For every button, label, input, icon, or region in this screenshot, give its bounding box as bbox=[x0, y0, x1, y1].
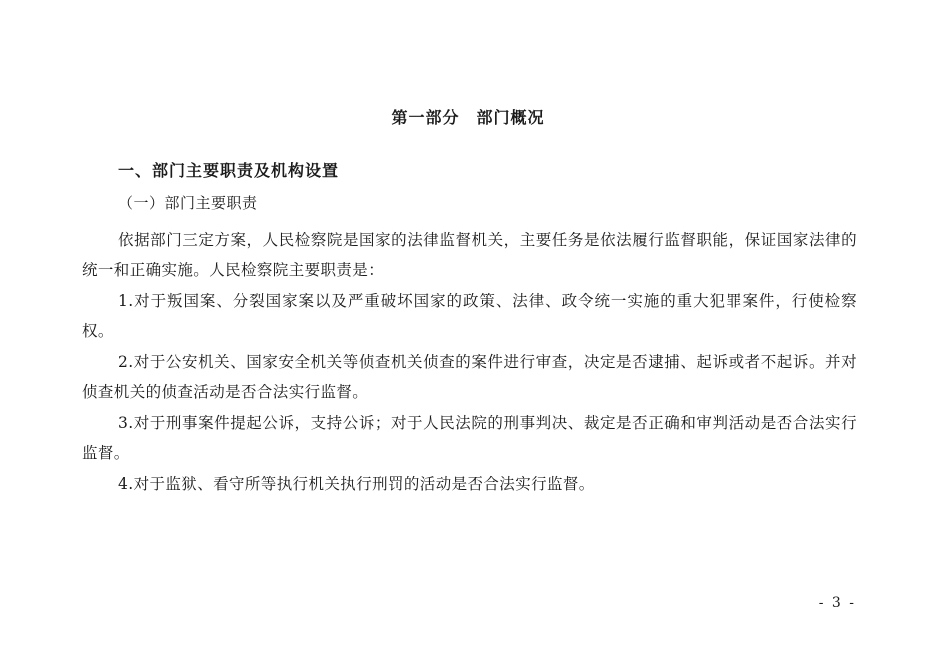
page-number: - 3 - bbox=[818, 595, 856, 611]
intro-paragraph: 依据部门三定方案，人民检察院是国家的法律监督机关，主要任务是依法履行监督职能，保证国家法律的统一和正确实施。人民检察院主要职责是： bbox=[82, 231, 857, 279]
page-title: 第一部分 部门概况 bbox=[391, 108, 545, 127]
duty-item-2: 2.对于公安机关、国家安全机关等侦查机关侦查的案件进行审查，决定是否逮捕、起诉或者不起诉。并对侦查机关的侦查活动是否合法实行监督。 bbox=[82, 353, 857, 401]
subsection-heading: （一）部门主要职责 bbox=[118, 194, 258, 212]
section-heading: 一、部门主要职责及机构设置 bbox=[118, 161, 340, 180]
duty-item-4: 4.对于监狱、看守所等执行机关执行刑罚的活动是否合法实行监督。 bbox=[118, 475, 595, 493]
duty-item-3: 3.对于刑事案件提起公诉，支持公诉；对于人民法院的刑事判决、裁定是否正确和审判活动是否合法实行监督。 bbox=[82, 414, 857, 462]
body-text bbox=[82, 226, 857, 502]
duty-item-1: 1.对于叛国案、分裂国家案以及严重破坏国家的政策、法律、政令统一实施的重大犯罪案件，行使检察权。 bbox=[82, 292, 857, 340]
